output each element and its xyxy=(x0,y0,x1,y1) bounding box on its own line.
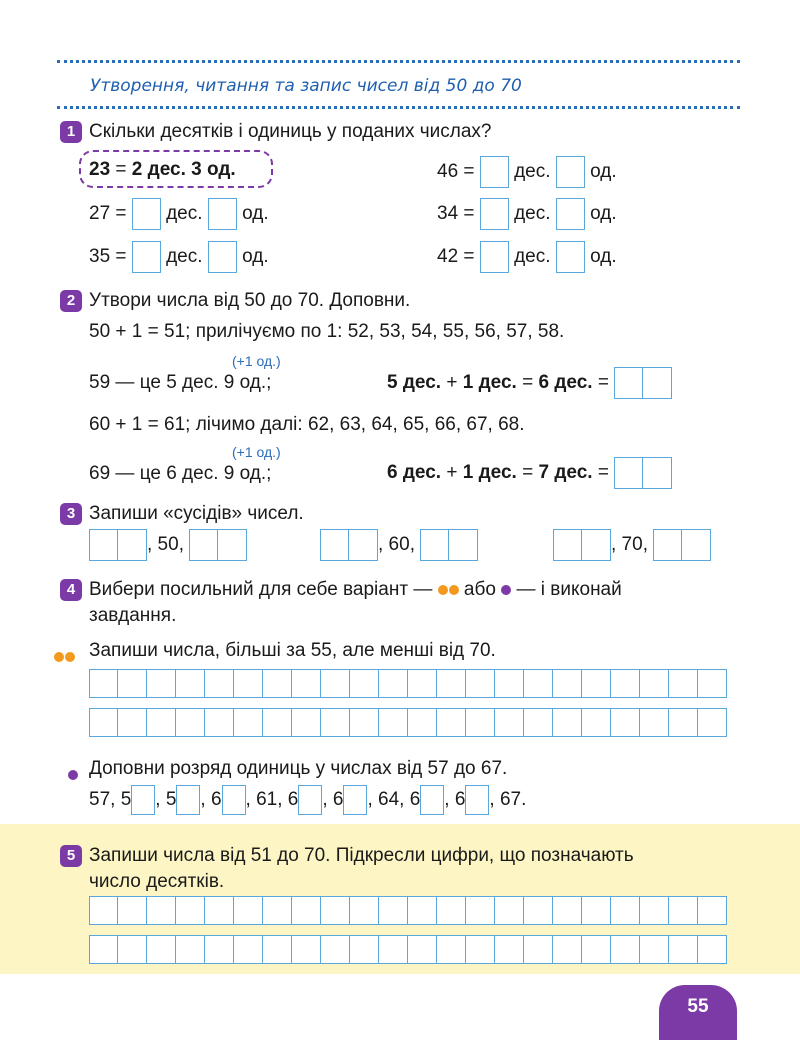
task1-row-42 xyxy=(437,241,617,273)
units-digit-input[interactable] xyxy=(131,785,155,815)
tens-label: дес. xyxy=(166,246,203,267)
grid-cell[interactable] xyxy=(205,935,234,964)
grid-cell[interactable] xyxy=(669,708,698,737)
units-digit-input[interactable] xyxy=(343,785,367,815)
units-label: од. xyxy=(242,246,269,267)
task-number-badge: 1 xyxy=(60,121,82,143)
number-label: 34 = xyxy=(437,203,475,224)
grid-cell[interactable] xyxy=(698,896,727,925)
grid-cell[interactable] xyxy=(698,669,727,698)
grid-cell[interactable] xyxy=(263,669,292,698)
grid-cell[interactable] xyxy=(553,708,582,737)
grid-cell[interactable] xyxy=(350,896,379,925)
units-label: од. xyxy=(242,203,269,224)
double-dot-icon xyxy=(449,585,459,595)
single-dot-icon xyxy=(501,585,511,595)
grid-cell[interactable] xyxy=(176,669,205,698)
grid-cell[interactable] xyxy=(321,935,350,964)
units-input[interactable] xyxy=(208,241,237,273)
neighbor-digit-input[interactable] xyxy=(682,529,711,561)
task4-option1: Запиши числа, більші за 55, але менші від 70. xyxy=(89,640,496,661)
units-digit-input[interactable] xyxy=(298,785,322,815)
double-dot-icon xyxy=(65,652,75,662)
grid-cell[interactable] xyxy=(147,896,176,925)
task2-line3: 60 + 1 = 61; лічимо далі: 62, 63, 64, 65, 66, 67, 68. xyxy=(89,414,525,435)
seq-text: , 5 xyxy=(155,789,177,810)
neighbor-center: , 70, xyxy=(611,534,648,555)
bottom-dotted-divider xyxy=(57,106,740,109)
task2-line4a: 69 — це 6 дес. 9 од.; xyxy=(89,463,272,484)
grid-cell[interactable] xyxy=(437,896,466,925)
expr-op: + xyxy=(441,462,463,483)
hint-plus-one: (+1 од.) xyxy=(232,353,281,369)
neighbor-center: , 50, xyxy=(147,534,184,555)
grid-cell[interactable] xyxy=(118,935,147,964)
task2-line2b xyxy=(387,367,672,399)
grid-cell[interactable] xyxy=(524,935,553,964)
grid-cell[interactable] xyxy=(234,708,263,737)
grid-cell[interactable] xyxy=(379,935,408,964)
tens-input[interactable] xyxy=(480,198,509,230)
grid-cell[interactable] xyxy=(669,935,698,964)
tens-label: дес. xyxy=(166,203,203,224)
grid-cell[interactable] xyxy=(321,708,350,737)
task-number-badge: 3 xyxy=(60,503,82,525)
task2-line2a: 59 — це 5 дес. 9 од.; xyxy=(89,372,272,393)
expr-op: = xyxy=(592,372,609,393)
grid-cell[interactable] xyxy=(553,669,582,698)
grid-cell[interactable] xyxy=(176,896,205,925)
writing-grid xyxy=(89,896,727,925)
task1-example xyxy=(89,158,236,182)
task1-row-27 xyxy=(89,198,269,230)
grid-cell[interactable] xyxy=(437,708,466,737)
grid-cell[interactable] xyxy=(292,708,321,737)
grid-cell[interactable] xyxy=(292,896,321,925)
grid-cell[interactable] xyxy=(611,896,640,925)
single-dot-icon xyxy=(68,770,78,780)
units-label: од. xyxy=(590,246,617,267)
neighbor-digit-input[interactable] xyxy=(553,529,582,561)
neighbor-center: , 60, xyxy=(378,534,415,555)
grid-cell[interactable] xyxy=(553,896,582,925)
grid-cell[interactable] xyxy=(408,896,437,925)
grid-cell[interactable] xyxy=(147,708,176,737)
grid-cell[interactable] xyxy=(437,669,466,698)
tens-label: дес. xyxy=(514,203,551,224)
expr-op: + xyxy=(441,372,463,393)
grid-cell[interactable] xyxy=(524,708,553,737)
neighbor-digit-input[interactable] xyxy=(349,529,378,561)
units-input[interactable] xyxy=(556,198,585,230)
grid-cell[interactable] xyxy=(176,935,205,964)
units-digit-input[interactable] xyxy=(222,785,246,815)
grid-cell[interactable] xyxy=(698,935,727,964)
task-number-badge: 5 xyxy=(60,845,82,867)
expr-op: = xyxy=(516,462,539,483)
expr-part: 6 дес. xyxy=(538,372,593,393)
grid-cell[interactable] xyxy=(234,669,263,698)
title-part: або xyxy=(463,579,496,600)
grid-cell[interactable] xyxy=(263,896,292,925)
grid-cell[interactable] xyxy=(118,708,147,737)
grid-cell[interactable] xyxy=(205,669,234,698)
answer-digit-input[interactable] xyxy=(643,457,672,489)
expr-part: 1 дес. xyxy=(462,462,517,483)
grid-cell[interactable] xyxy=(118,669,147,698)
example-number: 23 xyxy=(89,159,111,180)
neighbors-70 xyxy=(553,529,711,561)
grid-cell[interactable] xyxy=(234,935,263,964)
task2-line4b xyxy=(387,457,672,489)
grid-cell[interactable] xyxy=(147,935,176,964)
grid-cell[interactable] xyxy=(408,669,437,698)
units-digit-input[interactable] xyxy=(176,785,200,815)
units-digit-input[interactable] xyxy=(465,785,489,815)
units-digit-input[interactable] xyxy=(420,785,444,815)
writing-grid xyxy=(89,669,727,698)
grid-cell[interactable] xyxy=(640,708,669,737)
answer-digit-input[interactable] xyxy=(614,367,643,399)
task1-question: Скільки десятків і одиниць у поданих числах? xyxy=(89,121,492,142)
task4-title xyxy=(89,578,622,602)
writing-grid xyxy=(89,935,727,964)
grid-cell[interactable] xyxy=(495,708,524,737)
expr-part: 6 дес. xyxy=(387,462,442,483)
grid-cell[interactable] xyxy=(495,896,524,925)
seq-text: , 61, 6 xyxy=(245,789,299,810)
neighbor-digit-input[interactable] xyxy=(89,529,118,561)
expr-part: 5 дес. xyxy=(387,372,442,393)
task-number-badge: 2 xyxy=(60,290,82,312)
grid-cell[interactable] xyxy=(524,896,553,925)
task1-row-46 xyxy=(437,156,617,188)
answer-digit-input[interactable] xyxy=(643,367,672,399)
units-sequence xyxy=(89,785,526,815)
neighbor-digit-input[interactable] xyxy=(218,529,247,561)
grid-cell[interactable] xyxy=(263,935,292,964)
grid-cell[interactable] xyxy=(321,669,350,698)
neighbor-digit-input[interactable] xyxy=(320,529,349,561)
expr-part: 7 дес. xyxy=(538,462,593,483)
grid-cell[interactable] xyxy=(611,935,640,964)
grid-cell[interactable] xyxy=(524,669,553,698)
grid-cell[interactable] xyxy=(669,669,698,698)
grid-cell[interactable] xyxy=(611,708,640,737)
task5-line1: Запиши числа від 51 до 70. Підкресли цифри, що позначають xyxy=(89,845,634,866)
grid-cell[interactable] xyxy=(669,896,698,925)
grid-cell[interactable] xyxy=(379,896,408,925)
units-input[interactable] xyxy=(556,156,585,188)
example-eq: = xyxy=(110,159,132,180)
grid-cell[interactable] xyxy=(89,896,118,925)
title-part: Вибери посильний для себе варіант — xyxy=(89,579,433,600)
grid-cell[interactable] xyxy=(582,896,611,925)
tens-input[interactable] xyxy=(480,241,509,273)
task5-line2: число десятків. xyxy=(89,871,225,892)
expr-part: 1 дес. xyxy=(462,372,517,393)
grid-cell[interactable] xyxy=(176,708,205,737)
neighbors-60 xyxy=(320,529,478,561)
answer-digit-input[interactable] xyxy=(614,457,643,489)
answer-boxes xyxy=(614,367,672,399)
seq-text: 57, 5 xyxy=(89,789,132,810)
seq-text: , 6 xyxy=(322,789,344,810)
grid-cell[interactable] xyxy=(408,935,437,964)
task4-option2: Доповни розряд одиниць у числах від 57 до 67. xyxy=(89,758,508,779)
grid-cell[interactable] xyxy=(350,935,379,964)
grid-cell[interactable] xyxy=(437,935,466,964)
grid-cell[interactable] xyxy=(292,935,321,964)
neighbors-50 xyxy=(89,529,247,561)
number-label: 42 = xyxy=(437,246,475,267)
grid-cell[interactable] xyxy=(263,708,292,737)
double-dot-icon xyxy=(438,585,448,595)
grid-cell[interactable] xyxy=(89,935,118,964)
task2-line1: 50 + 1 = 51; прилічуємо по 1: 52, 53, 54, 55, 56, 57, 58. xyxy=(89,321,565,342)
grid-cell[interactable] xyxy=(350,708,379,737)
grid-cell[interactable] xyxy=(466,708,495,737)
grid-cell[interactable] xyxy=(408,708,437,737)
units-input[interactable] xyxy=(556,241,585,273)
grid-cell[interactable] xyxy=(205,896,234,925)
task-number-badge: 4 xyxy=(60,579,82,601)
grid-cell[interactable] xyxy=(582,935,611,964)
single-dot-marker xyxy=(68,764,78,786)
units-label: од. xyxy=(590,203,617,224)
grid-cell[interactable] xyxy=(640,896,669,925)
grid-cell[interactable] xyxy=(379,708,408,737)
grid-cell[interactable] xyxy=(640,935,669,964)
grid-cell[interactable] xyxy=(582,708,611,737)
task1-row-34 xyxy=(437,198,617,230)
section-title: Утворення, читання та запис чисел від 50 до 70 xyxy=(90,76,522,96)
task4-title-line2: завдання. xyxy=(89,605,177,626)
task1-row-35 xyxy=(89,241,269,273)
grid-cell[interactable] xyxy=(321,896,350,925)
units-input[interactable] xyxy=(208,198,237,230)
grid-cell[interactable] xyxy=(466,935,495,964)
number-label: 46 = xyxy=(437,161,475,182)
tens-input[interactable] xyxy=(132,241,161,273)
grid-cell[interactable] xyxy=(89,669,118,698)
grid-cell[interactable] xyxy=(495,935,524,964)
neighbor-digit-input[interactable] xyxy=(653,529,682,561)
neighbor-digit-input[interactable] xyxy=(189,529,218,561)
neighbor-digit-input[interactable] xyxy=(582,529,611,561)
neighbor-digit-input[interactable] xyxy=(449,529,478,561)
page-number: 55 xyxy=(659,985,737,1040)
answer-boxes xyxy=(614,457,672,489)
expr-op: = xyxy=(516,372,539,393)
title-part: — і виконай xyxy=(516,579,622,600)
neighbor-digit-input[interactable] xyxy=(118,529,147,561)
seq-text: , 67. xyxy=(489,789,527,810)
seq-text: , 64, 6 xyxy=(367,789,421,810)
number-label: 27 = xyxy=(89,203,127,224)
task2-title: Утвори числа від 50 до 70. Доповни. xyxy=(89,290,411,311)
grid-cell[interactable] xyxy=(466,896,495,925)
grid-cell[interactable] xyxy=(495,669,524,698)
grid-cell[interactable] xyxy=(640,669,669,698)
grid-cell[interactable] xyxy=(234,896,263,925)
grid-cell[interactable] xyxy=(147,669,176,698)
tens-label: дес. xyxy=(514,246,551,267)
tens-label: дес. xyxy=(514,161,551,182)
tens-input[interactable] xyxy=(480,156,509,188)
example-result: 2 дес. 3 од. xyxy=(131,159,236,180)
grid-cell[interactable] xyxy=(118,896,147,925)
expr-op: = xyxy=(592,462,609,483)
grid-cell[interactable] xyxy=(466,669,495,698)
tens-input[interactable] xyxy=(132,198,161,230)
double-dot-icon xyxy=(54,652,64,662)
grid-cell[interactable] xyxy=(698,708,727,737)
grid-cell[interactable] xyxy=(205,708,234,737)
hint-plus-one: (+1 од.) xyxy=(232,444,281,460)
seq-text: , 6 xyxy=(444,789,466,810)
grid-cell[interactable] xyxy=(379,669,408,698)
task3-title: Запиши «сусідів» чисел. xyxy=(89,503,304,524)
neighbor-digit-input[interactable] xyxy=(420,529,449,561)
grid-cell[interactable] xyxy=(582,669,611,698)
grid-cell[interactable] xyxy=(89,708,118,737)
units-label: од. xyxy=(590,161,617,182)
writing-grid xyxy=(89,708,727,737)
number-label: 35 = xyxy=(89,246,127,267)
grid-cell[interactable] xyxy=(611,669,640,698)
grid-cell[interactable] xyxy=(292,669,321,698)
grid-cell[interactable] xyxy=(350,669,379,698)
double-dot-marker xyxy=(54,646,75,668)
top-dotted-divider xyxy=(57,60,740,63)
grid-cell[interactable] xyxy=(553,935,582,964)
seq-text: , 6 xyxy=(200,789,222,810)
